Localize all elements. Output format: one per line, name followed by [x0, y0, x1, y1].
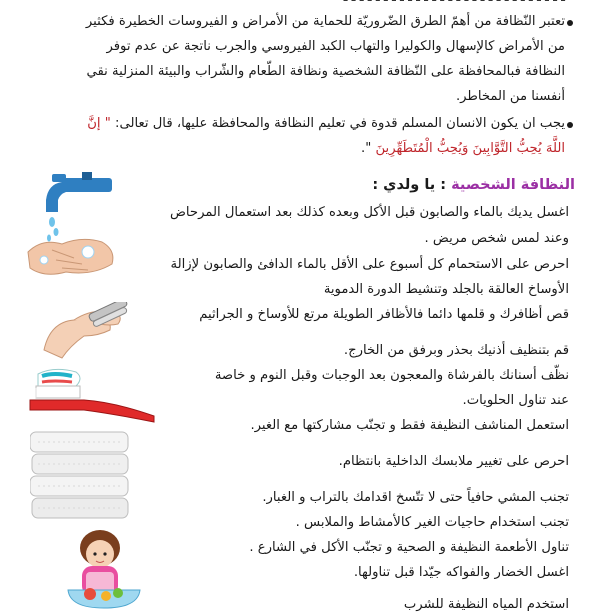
body-line: احرص على الاستحمام كل أسبوع على الأقل بالماء الدافئ والصابون لإزالة	[170, 257, 569, 272]
bullet1-line-2: من الأمراض كالإسهال والكوليرا والتهاب الكبد الفيروسي والجرب ناتجة عن عدم توفر	[106, 39, 565, 54]
quran-quote: اللَّهَ يُحِبُّ التَّوَّابِينَ وَيُحِبُّ الْمُتَطَهِّرِينَ	[375, 141, 565, 156]
body-line: قم بتنظيف أذنيك بحذر وبرفق من الخارج.	[343, 343, 569, 358]
cut-off-top-line	[344, 0, 565, 8]
section-heading-title: النظافة الشخصية	[451, 177, 575, 193]
bullet2-line-1	[87, 114, 565, 134]
girl-washing-fruit-illustration	[60, 528, 148, 610]
body-line: استعمل المناشف النظيفة فقط و تجنّب مشاركتها مع الغير.	[250, 418, 569, 433]
body-line: عند تناول الحلويات.	[462, 393, 569, 408]
section-heading	[372, 175, 575, 195]
faucet-icon	[46, 172, 112, 212]
quran-quote-open: " إنَّ	[87, 116, 111, 131]
water-drops-icon	[47, 217, 59, 242]
body-line: الأوساخ العالقة بالجلد وتنشيط الدورة الدموية	[323, 282, 569, 297]
nail-clipping-illustration	[40, 302, 135, 360]
towel-stack-icon	[30, 432, 128, 518]
quran-quote-close: ".	[361, 141, 372, 156]
body-line: احرص على تغيير ملابسك الداخلية بانتظام.	[338, 454, 569, 469]
section-heading-subtitle: : يا ولدي :	[372, 177, 447, 193]
girl-icon	[80, 530, 120, 596]
body-line: تجنب المشي حافياً حتى لا تتّسخ اقدامك بالتراب و الغبار.	[262, 490, 569, 505]
bullet1-line-1: تعتبر النّظافة من أهمّ الطرق الضّروريّة للحماية من الأمراض و الفيروسات الخطيرة فكثير	[85, 14, 565, 29]
body-line: تناول الأطعمة النظيفة و الصحية و تجنّب الأكل في الشارع .	[249, 540, 569, 555]
body-line: قص أظافرك و قلمها دائما فالأظافر الطويلة مرتع للأوساخ و الجراثيم	[199, 307, 569, 322]
body-line: اغسل يديك بالماء والصابون قبل الأكل وبعده كذلك بعد استعمال المرحاض	[169, 205, 569, 220]
bullet2-line-2	[361, 139, 565, 159]
handwashing-illustration	[22, 172, 122, 292]
toothbrush-illustration	[24, 366, 164, 424]
bullet1-line-4: أنفسنا من المخاطر.	[455, 89, 565, 104]
towels-illustration	[30, 428, 130, 520]
body-line: وعند لمس شخص مريض .	[424, 231, 569, 246]
body-line: نظّف أسنانك بالفرشاة والمعجون بعد الوجبات وقبل النوم و خاصة	[214, 368, 569, 383]
body-line: استخدم المياه النظيفة للشرب	[403, 597, 569, 612]
body-line: تجنب استخدام حاجيات الغير كالأمشاط والملابس .	[295, 515, 569, 530]
bullet-dot	[567, 122, 573, 128]
bullet1-line-3: النظافة فبالمحافظة على النّظافة الشخصية ونظافة الطّعام والشّراب والبيئة المنزلية نقي	[86, 64, 565, 79]
toothbrush-icon	[30, 386, 154, 422]
body-line: اغسل الخضار والفواكه جيّدا قبل تناولها.	[353, 565, 569, 580]
hands-icon	[28, 239, 113, 274]
toothpaste-icon	[38, 369, 80, 388]
bullet-dot	[567, 20, 573, 26]
bullet2-text: يجب ان يكون الانسان المسلم قدوة في تعليم النظافة والمحافظة عليها، قال تعالى:	[115, 116, 565, 131]
